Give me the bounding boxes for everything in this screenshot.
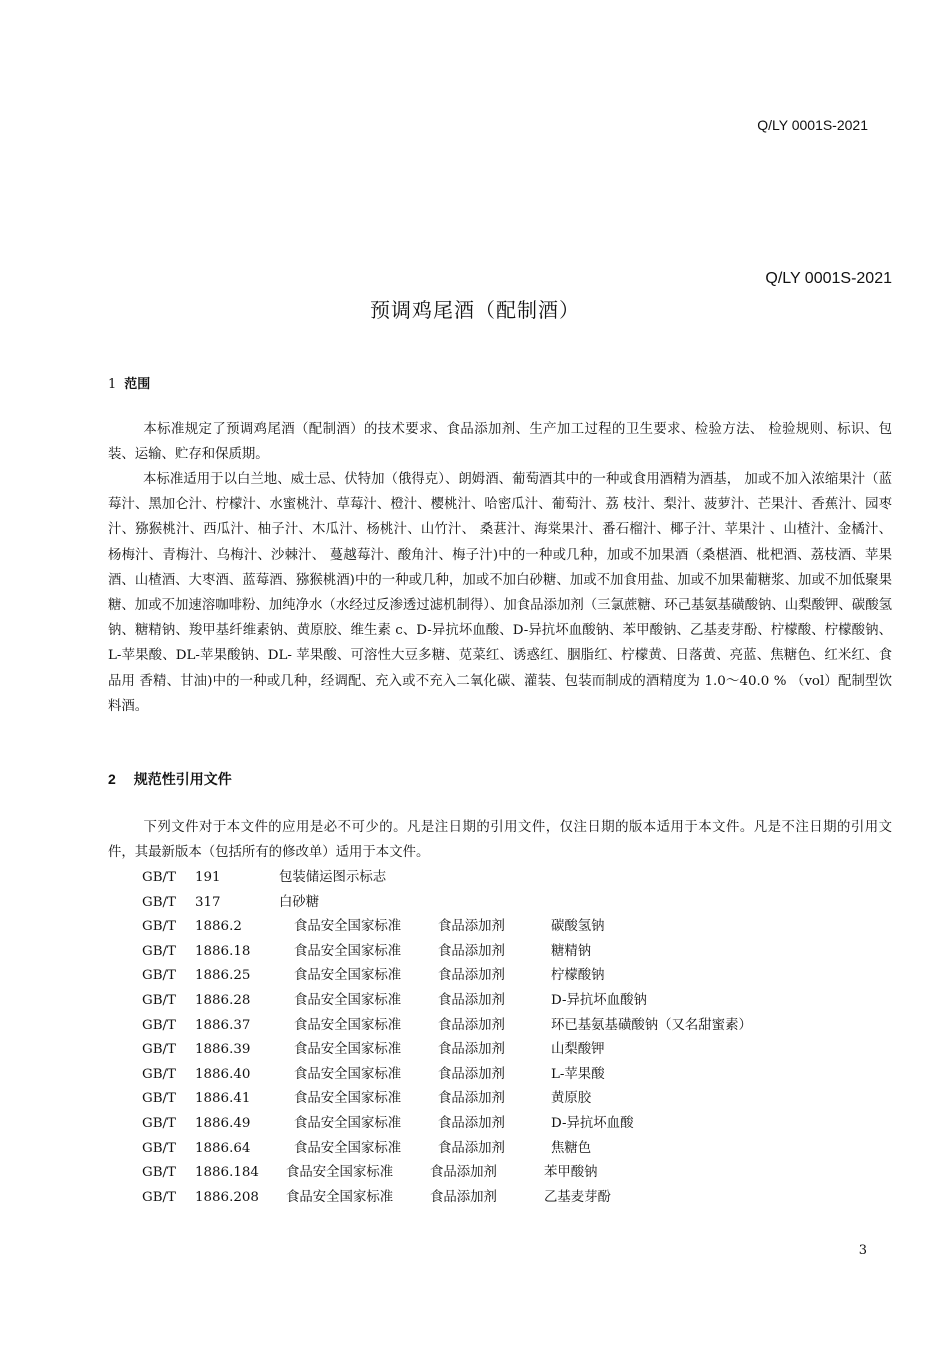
ref-number: 1886.40 [195,1066,251,1082]
section-1-heading [108,373,150,392]
ref-category: 食品添加剂 [438,1066,505,1082]
ref-standard-type: 食品安全国家标准 [294,1115,402,1131]
ref-category: 食品添加剂 [438,1017,505,1033]
ref-substance: 山梨酸钾 [551,1042,605,1058]
ref-prefix: GB/T [142,1042,176,1058]
ref-standard-type: 食品安全国家标准 [294,1091,402,1107]
ref-category: 食品添加剂 [438,1115,505,1131]
ref-number: 1886.2 [195,919,242,935]
ref-substance: 乙基麦芽酚 [544,1189,611,1205]
ref-standard-type: 食品安全国家标准 [294,1042,402,1058]
section-2-intro-text: 下列文件对于本文件的应用是必不可少的。凡是注日期的引用文件，仅注日期的版本适用于本文件。凡是不注日期的引用文件，其最新版本（包括所有的修改单）适用于本文件。 [108,820,892,860]
ref-category: 食品添加剂 [430,1165,497,1181]
ref-standard-type: 食品安全国家标准 [286,1165,394,1181]
ref-prefix: GB/T [142,870,176,885]
ref-substance: 柠檬酸钠 [551,968,605,984]
section-1-paragraph-1-text: 本标准规定了预调鸡尾酒（配制酒）的技术要求、食品添加剂、生产加工过程的卫生要求、检验方法、 检验规则、标识、包装、运输、贮存和保质期。 [108,422,892,463]
ref-prefix: GB/T [142,1189,176,1205]
ref-substance: L-苹果酸 [551,1066,605,1082]
ref-standard-type: 食品安全国家标准 [294,943,402,959]
ref-number: 1886.25 [195,968,251,984]
ref-prefix: GB/T [142,992,176,1008]
ref-substance: 糖精钠 [551,943,592,959]
ref-prefix: GB/T [142,1140,176,1156]
section-2-intro [108,816,892,865]
ref-category: 食品添加剂 [438,1042,505,1058]
ref-title: 白砂糖 [279,894,320,910]
ref-prefix: GB/T [142,1066,176,1082]
header-doc-code: Q/LY 0001S-2021 [757,117,868,133]
ref-prefix: GB/T [142,894,176,910]
ref-prefix: GB/T [142,968,176,984]
ref-category: 食品添加剂 [438,968,505,984]
ref-substance: D-异抗坏血酸钠 [551,992,647,1008]
section-2-title: 规范性引用文件 [133,771,232,787]
ref-category: 食品添加剂 [438,919,505,935]
ref-number: 1886.184 [195,1165,259,1181]
ref-prefix: GB/T [142,1165,176,1181]
ref-number: 191 [195,870,221,885]
ref-substance: D-异抗坏血酸 [551,1115,634,1131]
ref-standard-type: 食品安全国家标准 [294,919,402,935]
section-1-number: 1 [108,377,117,392]
ref-prefix: GB/T [142,919,176,935]
ref-number: 1886.41 [195,1091,251,1107]
ref-title: 包装储运图示标志 [279,870,387,885]
ref-standard-type: 食品安全国家标准 [294,992,402,1008]
standard-code: Q/LY 0001S-2021 [765,270,892,287]
ref-number: 1886.39 [195,1042,251,1058]
ref-category: 食品添加剂 [438,1140,505,1156]
ref-standard-type: 食品安全国家标准 [294,1140,402,1156]
ref-substance: 环已基氨基磺酸钠（又名甜蜜素） [551,1017,752,1033]
ref-prefix: GB/T [142,1115,176,1131]
section-1-paragraph-2 [108,467,892,719]
ref-category: 食品添加剂 [438,943,505,959]
ref-number: 1886.28 [195,992,251,1008]
ref-prefix: GB/T [142,1091,176,1107]
section-2-number: 2 [108,771,116,787]
ref-substance: 焦糖色 [551,1140,592,1156]
ref-number: 1886.18 [195,943,251,959]
ref-substance: 碳酸氢钠 [551,919,605,935]
ref-category: 食品添加剂 [438,992,505,1008]
section-2-heading [108,769,232,789]
ref-number: 1886.49 [195,1115,251,1131]
ref-prefix: GB/T [142,943,176,959]
ref-standard-type: 食品安全国家标准 [294,968,402,984]
ref-standard-type: 食品安全国家标准 [294,1066,402,1082]
section-1-title: 范围 [124,377,151,392]
ref-number: 1886.37 [195,1017,251,1033]
page-number: 3 [858,1243,867,1258]
ref-number: 317 [195,894,221,910]
section-1-paragraph-1 [108,417,892,467]
ref-standard-type: 食品安全国家标准 [294,1017,402,1033]
ref-number: 1886.208 [195,1189,259,1205]
section-1-paragraph-2-text: 本标准适用于以白兰地、威士忌、伏特加（俄得克）、朗姆酒、葡萄酒其中的一种或食用酒精为酒基， 加或不加入浓缩果汁（蓝莓汁、黑加仑汁、柠檬汁、水蜜桃汁、草莓汁、橙汁、樱桃汁、哈密瓜汁、葡萄汁、荔 枝汁、梨汁、菠萝汁、芒果汁、香蕉汁、园枣汁、猕猴桃汁、西瓜汁、柚子汁、木瓜汁、杨桃汁、山竹汁、 桑葚汁、海棠果汁、番石榴汁、椰子汁、苹果汁 、山楂汁、金橘汁、杨梅汁、青梅汁、乌梅汁、沙棘汁、 蔓越莓汁、酸角汁、梅子汁)中的一种或几种，加或不加果酒（桑椹酒、枇杷酒、荔枝酒、苹果酒、山楂酒、大枣酒、蓝莓酒、猕猴桃酒)中的一种或几种，加或不加白砂糖、加或不加食用盐、加或不加果葡糖浆、加或不加低聚果糖、加或不加速溶咖啡粉、加纯净水（水经过反渗透过滤机制得）、加食品添加剂（三氯蔗糖、环己基氨基磺酸钠、山梨酸钾、碳酸氢钠、糖精钠、羧甲基纤维素钠、黄原胶、维生素 c、D-异抗坏血酸、D-异抗坏血酸钠、苯甲酸钠、乙基麦芽酚、柠檬酸、柠檬酸钠、L-苹果酸、DL-苹果酸钠、DL- 苹果酸、可溶性大豆多糖、苋菜红、诱惑红、胭脂红、柠檬黄、日落黄、亮蓝、焦糖色、红米红、食品用 香精、甘油)中的一种或几种，经调配、充入或不充入二氧化碳、灌装、包装而制成的酒精度为 1.0～40.0 % （vol）配制型饮料酒。 [108,472,892,714]
ref-number: 1886.64 [195,1140,251,1156]
ref-category: 食品添加剂 [438,1091,505,1107]
ref-standard-type: 食品安全国家标准 [286,1189,394,1205]
ref-substance: 苯甲酸钠 [544,1165,598,1181]
ref-category: 食品添加剂 [430,1189,497,1205]
ref-prefix: GB/T [142,1017,176,1033]
page-title: 预调鸡尾酒（配制酒） [370,300,580,322]
ref-substance: 黄原胶 [551,1091,592,1107]
